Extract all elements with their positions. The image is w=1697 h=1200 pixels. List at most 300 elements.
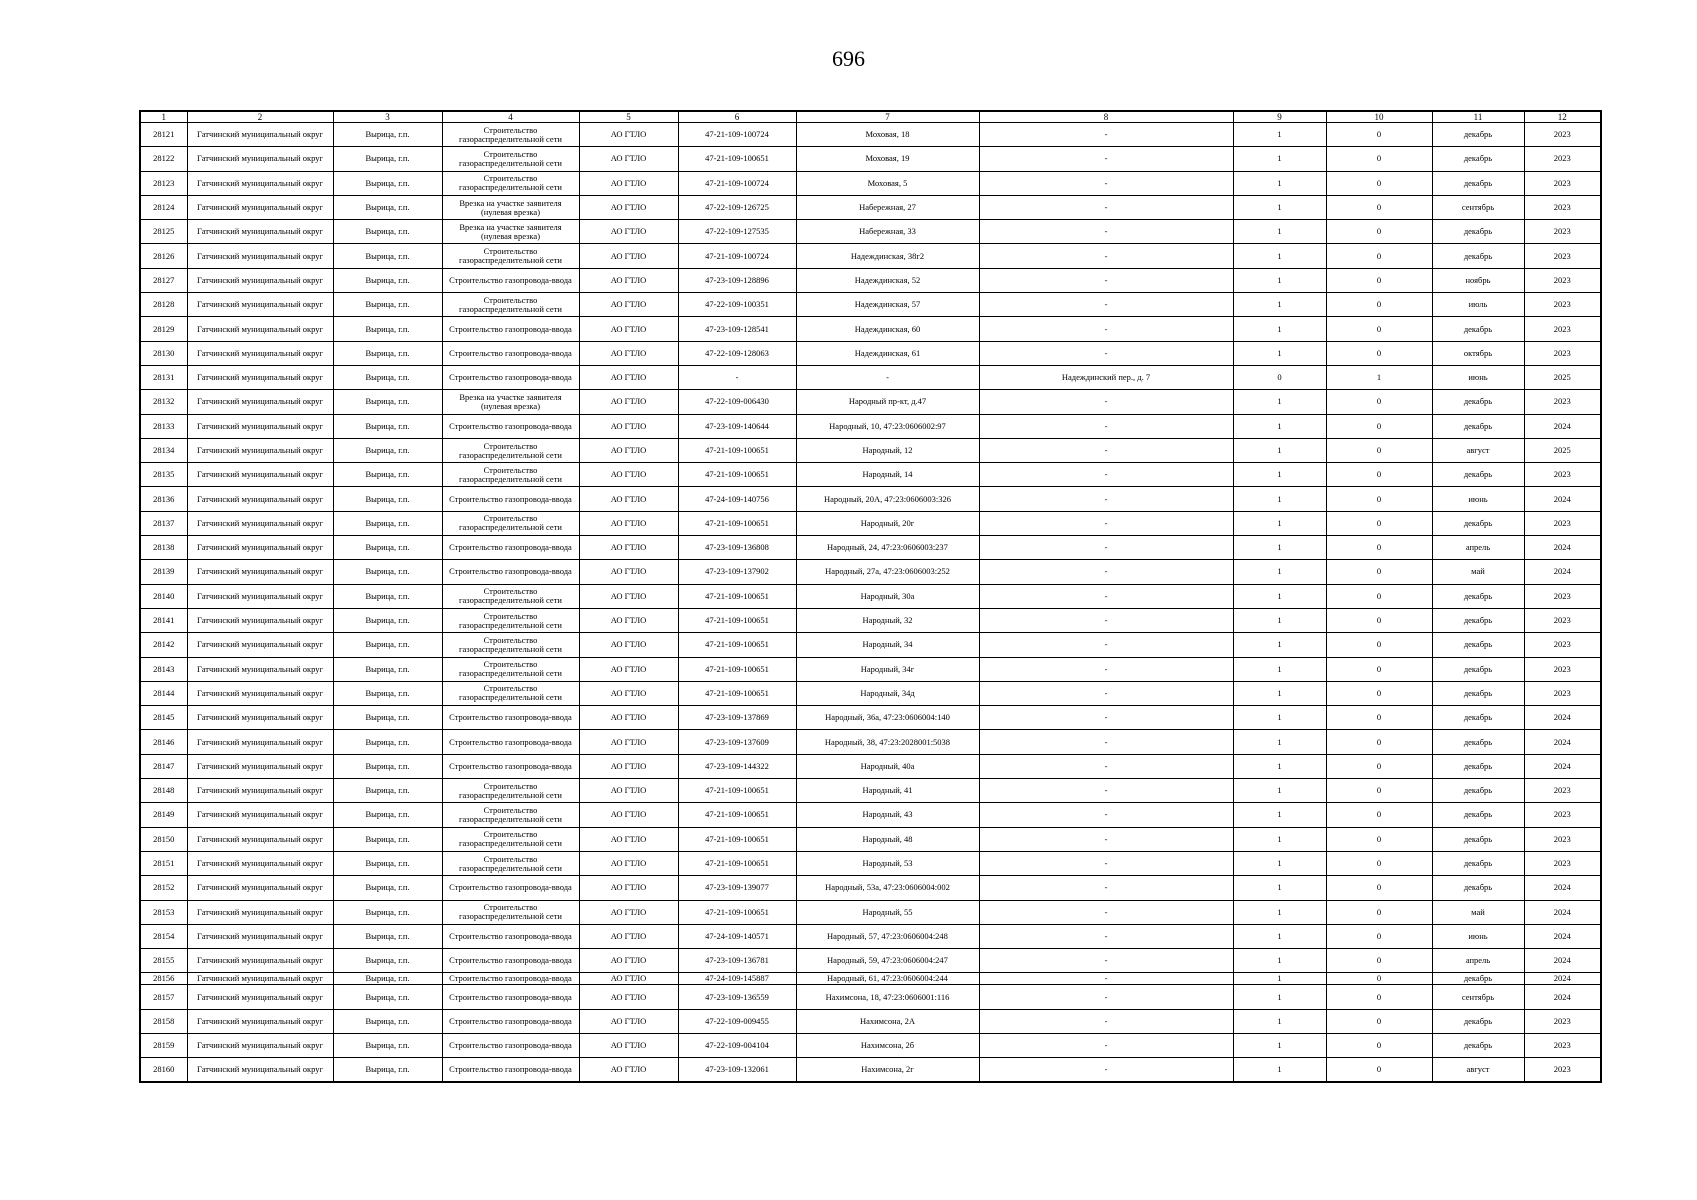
cell-month: декабрь — [1432, 390, 1524, 414]
cell-work-type: Строительство газопровода-ввода — [442, 487, 579, 511]
cell-organization: АО ГТЛО — [579, 317, 678, 341]
cell-year: 2024 — [1524, 924, 1601, 948]
cell-count-b: 0 — [1326, 949, 1432, 973]
cell-count-a: 1 — [1233, 754, 1326, 778]
table-row — [140, 949, 1601, 973]
cell-row-number: 28128 — [140, 293, 187, 317]
cell-month: декабрь — [1432, 681, 1524, 705]
cell-year: 2024 — [1524, 754, 1601, 778]
cell-alt-address: - — [979, 803, 1233, 827]
table-row — [140, 293, 1601, 317]
cell-count-b: 0 — [1326, 244, 1432, 268]
cell-tu-number: 47-21-109-100724 — [678, 123, 796, 147]
cell-row-number: 28122 — [140, 147, 187, 171]
cell-month: июль — [1432, 293, 1524, 317]
cell-address: Народный, 55 — [796, 900, 979, 924]
cell-row-number: 28130 — [140, 341, 187, 365]
table-row — [140, 536, 1601, 560]
cell-tu-number: 47-21-109-100651 — [678, 584, 796, 608]
cell-address: Народный, 57, 47:23:0606004:248 — [796, 924, 979, 948]
cell-row-number: 28143 — [140, 657, 187, 681]
cell-municipality: Гатчинский муниципальный округ — [187, 851, 333, 875]
cell-month: декабрь — [1432, 220, 1524, 244]
table-row — [140, 147, 1601, 171]
cell-organization: АО ГТЛО — [579, 1009, 678, 1033]
cell-year: 2023 — [1524, 268, 1601, 292]
cell-work-type: Строительство газопровода-ввода — [442, 924, 579, 948]
cell-organization: АО ГТЛО — [579, 147, 678, 171]
cell-tu-number: 47-21-109-100651 — [678, 463, 796, 487]
cell-settlement: Вырица, г.п. — [333, 293, 442, 317]
cell-address: Моховая, 5 — [796, 171, 979, 195]
cell-month: декабрь — [1432, 171, 1524, 195]
cell-work-type: Строительство газопровода-ввода — [442, 1009, 579, 1033]
cell-tu-number: 47-24-109-145887 — [678, 973, 796, 985]
table-row — [140, 1033, 1601, 1057]
cell-alt-address: - — [979, 608, 1233, 632]
table-row — [140, 779, 1601, 803]
cell-count-b: 0 — [1326, 633, 1432, 657]
cell-row-number: 28139 — [140, 560, 187, 584]
cell-work-type: Строительство газопровода-ввода — [442, 1033, 579, 1057]
cell-month: декабрь — [1432, 147, 1524, 171]
cell-tu-number: 47-22-109-004104 — [678, 1033, 796, 1057]
cell-year: 2023 — [1524, 293, 1601, 317]
data-table — [139, 110, 1602, 1083]
cell-alt-address: - — [979, 244, 1233, 268]
table-row — [140, 365, 1601, 389]
cell-municipality: Гатчинский муниципальный округ — [187, 876, 333, 900]
cell-tu-number: 47-21-109-100651 — [678, 681, 796, 705]
cell-count-a: 1 — [1233, 195, 1326, 219]
cell-month: декабрь — [1432, 317, 1524, 341]
cell-month: декабрь — [1432, 1009, 1524, 1033]
cell-settlement: Вырица, г.п. — [333, 147, 442, 171]
cell-tu-number: 47-23-109-136781 — [678, 949, 796, 973]
cell-count-a: 1 — [1233, 511, 1326, 535]
cell-row-number: 28124 — [140, 195, 187, 219]
cell-address: Народный, 20г — [796, 511, 979, 535]
cell-municipality: Гатчинский муниципальный округ — [187, 803, 333, 827]
cell-organization: АО ГТЛО — [579, 365, 678, 389]
cell-tu-number: 47-23-109-137609 — [678, 730, 796, 754]
cell-count-a: 1 — [1233, 268, 1326, 292]
cell-work-type: Строительство газораспределительной сети — [442, 244, 579, 268]
cell-year: 2023 — [1524, 1009, 1601, 1033]
cell-tu-number: 47-23-109-128541 — [678, 317, 796, 341]
column-header-10: 10 — [1326, 111, 1432, 123]
cell-month: декабрь — [1432, 1033, 1524, 1057]
cell-year: 2023 — [1524, 244, 1601, 268]
cell-year: 2023 — [1524, 171, 1601, 195]
cell-year: 2024 — [1524, 414, 1601, 438]
cell-tu-number: 47-23-109-144322 — [678, 754, 796, 778]
cell-count-a: 1 — [1233, 608, 1326, 632]
cell-month: декабрь — [1432, 973, 1524, 985]
cell-work-type: Строительство газораспределительной сети — [442, 147, 579, 171]
cell-count-b: 0 — [1326, 681, 1432, 705]
table-row — [140, 924, 1601, 948]
cell-address: Народный, 34д — [796, 681, 979, 705]
cell-alt-address: - — [979, 949, 1233, 973]
cell-year: 2023 — [1524, 608, 1601, 632]
cell-municipality: Гатчинский муниципальный округ — [187, 633, 333, 657]
cell-work-type: Строительство газопровода-ввода — [442, 876, 579, 900]
cell-tu-number: 47-22-109-128063 — [678, 341, 796, 365]
cell-tu-number: 47-23-109-136808 — [678, 536, 796, 560]
cell-tu-number: 47-21-109-100651 — [678, 827, 796, 851]
cell-municipality: Гатчинский муниципальный округ — [187, 438, 333, 462]
cell-settlement: Вырица, г.п. — [333, 681, 442, 705]
table-row — [140, 1009, 1601, 1033]
cell-address: Народный, 32 — [796, 608, 979, 632]
cell-row-number: 28125 — [140, 220, 187, 244]
cell-tu-number: 47-21-109-100651 — [678, 900, 796, 924]
cell-row-number: 28145 — [140, 706, 187, 730]
cell-row-number: 28127 — [140, 268, 187, 292]
cell-count-a: 0 — [1233, 365, 1326, 389]
cell-address: - — [796, 365, 979, 389]
cell-count-a: 1 — [1233, 341, 1326, 365]
cell-count-a: 1 — [1233, 560, 1326, 584]
cell-work-type: Врезка на участке заявителя (нулевая врезка) — [442, 220, 579, 244]
cell-count-a: 1 — [1233, 633, 1326, 657]
cell-count-b: 0 — [1326, 341, 1432, 365]
table-body — [140, 123, 1601, 1083]
cell-year: 2023 — [1524, 463, 1601, 487]
cell-month: декабрь — [1432, 633, 1524, 657]
table-row — [140, 220, 1601, 244]
cell-organization: АО ГТЛО — [579, 779, 678, 803]
cell-address: Надеждинская, 57 — [796, 293, 979, 317]
cell-address: Народный, 30а — [796, 584, 979, 608]
cell-year: 2023 — [1524, 195, 1601, 219]
cell-count-b: 0 — [1326, 900, 1432, 924]
cell-work-type: Строительство газопровода-ввода — [442, 730, 579, 754]
cell-municipality: Гатчинский муниципальный округ — [187, 195, 333, 219]
cell-count-b: 0 — [1326, 803, 1432, 827]
table-row — [140, 681, 1601, 705]
cell-alt-address: - — [979, 973, 1233, 985]
cell-address: Народный, 48 — [796, 827, 979, 851]
cell-alt-address: - — [979, 171, 1233, 195]
cell-settlement: Вырица, г.п. — [333, 973, 442, 985]
cell-tu-number: 47-21-109-100651 — [678, 511, 796, 535]
cell-row-number: 28132 — [140, 390, 187, 414]
cell-alt-address: - — [979, 985, 1233, 1009]
cell-alt-address: - — [979, 341, 1233, 365]
cell-settlement: Вырица, г.п. — [333, 754, 442, 778]
cell-address: Народный, 61, 47:23:0606004:244 — [796, 973, 979, 985]
cell-year: 2024 — [1524, 985, 1601, 1009]
cell-count-a: 1 — [1233, 779, 1326, 803]
page-number: 696 — [832, 46, 865, 71]
cell-tu-number: 47-23-109-132061 — [678, 1058, 796, 1082]
cell-count-b: 0 — [1326, 195, 1432, 219]
cell-municipality: Гатчинский муниципальный округ — [187, 123, 333, 147]
cell-organization: АО ГТЛО — [579, 584, 678, 608]
cell-work-type: Строительство газопровода-ввода — [442, 754, 579, 778]
cell-municipality: Гатчинский муниципальный округ — [187, 511, 333, 535]
cell-organization: АО ГТЛО — [579, 487, 678, 511]
cell-alt-address: - — [979, 511, 1233, 535]
cell-municipality: Гатчинский муниципальный округ — [187, 924, 333, 948]
cell-municipality: Гатчинский муниципальный округ — [187, 536, 333, 560]
cell-year: 2024 — [1524, 900, 1601, 924]
cell-address: Народный, 20А, 47:23:0606003:326 — [796, 487, 979, 511]
cell-settlement: Вырица, г.п. — [333, 1009, 442, 1033]
cell-settlement: Вырица, г.п. — [333, 390, 442, 414]
cell-settlement: Вырица, г.п. — [333, 536, 442, 560]
cell-tu-number: 47-21-109-100651 — [678, 438, 796, 462]
cell-row-number: 28146 — [140, 730, 187, 754]
table-row — [140, 390, 1601, 414]
table-row — [140, 608, 1601, 632]
cell-alt-address: - — [979, 463, 1233, 487]
table-row — [140, 268, 1601, 292]
cell-organization: АО ГТЛО — [579, 803, 678, 827]
cell-count-a: 1 — [1233, 584, 1326, 608]
cell-municipality: Гатчинский муниципальный округ — [187, 973, 333, 985]
cell-address: Набережная, 27 — [796, 195, 979, 219]
cell-municipality: Гатчинский муниципальный округ — [187, 949, 333, 973]
cell-address: Народный, 53 — [796, 851, 979, 875]
cell-address: Народный, 40а — [796, 754, 979, 778]
cell-organization: АО ГТЛО — [579, 608, 678, 632]
cell-count-b: 1 — [1326, 365, 1432, 389]
column-header-1: 1 — [140, 111, 187, 123]
cell-count-a: 1 — [1233, 681, 1326, 705]
cell-month: апрель — [1432, 536, 1524, 560]
cell-count-a: 1 — [1233, 876, 1326, 900]
cell-address: Народный, 34 — [796, 633, 979, 657]
cell-year: 2023 — [1524, 147, 1601, 171]
cell-month: август — [1432, 438, 1524, 462]
cell-organization: АО ГТЛО — [579, 244, 678, 268]
cell-tu-number: 47-23-109-128896 — [678, 268, 796, 292]
column-header-8: 8 — [979, 111, 1233, 123]
cell-municipality: Гатчинский муниципальный округ — [187, 487, 333, 511]
cell-count-b: 0 — [1326, 584, 1432, 608]
cell-month: сентябрь — [1432, 195, 1524, 219]
cell-year: 2024 — [1524, 973, 1601, 985]
table-row — [140, 633, 1601, 657]
cell-count-a: 1 — [1233, 171, 1326, 195]
cell-count-b: 0 — [1326, 985, 1432, 1009]
table-header — [140, 111, 1601, 123]
cell-count-a: 1 — [1233, 317, 1326, 341]
cell-count-b: 0 — [1326, 608, 1432, 632]
cell-count-b: 0 — [1326, 511, 1432, 535]
cell-alt-address: - — [979, 220, 1233, 244]
cell-tu-number: 47-21-109-100651 — [678, 633, 796, 657]
cell-count-b: 0 — [1326, 876, 1432, 900]
cell-municipality: Гатчинский муниципальный округ — [187, 1033, 333, 1057]
cell-address: Надеждинская, 61 — [796, 341, 979, 365]
column-header-11: 11 — [1432, 111, 1524, 123]
cell-row-number: 28150 — [140, 827, 187, 851]
cell-municipality: Гатчинский муниципальный округ — [187, 681, 333, 705]
cell-count-a: 1 — [1233, 973, 1326, 985]
cell-count-b: 0 — [1326, 220, 1432, 244]
cell-count-a: 1 — [1233, 985, 1326, 1009]
cell-organization: АО ГТЛО — [579, 754, 678, 778]
cell-count-a: 1 — [1233, 414, 1326, 438]
cell-count-a: 1 — [1233, 900, 1326, 924]
cell-address: Народный, 10, 47:23:0606002:97 — [796, 414, 979, 438]
cell-count-a: 1 — [1233, 536, 1326, 560]
cell-municipality: Гатчинский муниципальный округ — [187, 171, 333, 195]
cell-row-number: 28155 — [140, 949, 187, 973]
cell-work-type: Строительство газопровода-ввода — [442, 414, 579, 438]
cell-municipality: Гатчинский муниципальный округ — [187, 365, 333, 389]
cell-organization: АО ГТЛО — [579, 681, 678, 705]
cell-settlement: Вырица, г.п. — [333, 268, 442, 292]
table-row — [140, 973, 1601, 985]
cell-row-number: 28123 — [140, 171, 187, 195]
cell-settlement: Вырица, г.п. — [333, 123, 442, 147]
cell-row-number: 28142 — [140, 633, 187, 657]
cell-settlement: Вырица, г.п. — [333, 633, 442, 657]
cell-organization: АО ГТЛО — [579, 730, 678, 754]
cell-alt-address: - — [979, 876, 1233, 900]
cell-municipality: Гатчинский муниципальный округ — [187, 1058, 333, 1082]
cell-alt-address: - — [979, 487, 1233, 511]
cell-month: октябрь — [1432, 341, 1524, 365]
cell-month: декабрь — [1432, 463, 1524, 487]
cell-address: Нахимсона, 2б — [796, 1033, 979, 1057]
cell-alt-address: - — [979, 536, 1233, 560]
cell-count-b: 0 — [1326, 706, 1432, 730]
cell-settlement: Вырица, г.п. — [333, 706, 442, 730]
cell-work-type: Строительство газораспределительной сети — [442, 827, 579, 851]
cell-municipality: Гатчинский муниципальный округ — [187, 706, 333, 730]
cell-row-number: 28147 — [140, 754, 187, 778]
cell-municipality: Гатчинский муниципальный округ — [187, 268, 333, 292]
cell-count-a: 1 — [1233, 1033, 1326, 1057]
cell-work-type: Строительство газопровода-ввода — [442, 268, 579, 292]
cell-address: Народный пр-кт, д.47 — [796, 390, 979, 414]
cell-month: декабрь — [1432, 706, 1524, 730]
cell-work-type: Строительство газопровода-ввода — [442, 536, 579, 560]
cell-organization: АО ГТЛО — [579, 827, 678, 851]
cell-month: декабрь — [1432, 608, 1524, 632]
cell-count-a: 1 — [1233, 147, 1326, 171]
cell-municipality: Гатчинский муниципальный округ — [187, 608, 333, 632]
cell-tu-number: - — [678, 365, 796, 389]
cell-address: Народный, 43 — [796, 803, 979, 827]
table-row — [140, 1058, 1601, 1082]
cell-tu-number: 47-23-109-140644 — [678, 414, 796, 438]
cell-settlement: Вырица, г.п. — [333, 317, 442, 341]
cell-municipality: Гатчинский муниципальный округ — [187, 390, 333, 414]
cell-row-number: 28126 — [140, 244, 187, 268]
cell-count-b: 0 — [1326, 414, 1432, 438]
cell-tu-number: 47-21-109-100651 — [678, 779, 796, 803]
table-row — [140, 876, 1601, 900]
cell-month: декабрь — [1432, 584, 1524, 608]
cell-work-type: Врезка на участке заявителя (нулевая врезка) — [442, 390, 579, 414]
cell-count-a: 1 — [1233, 123, 1326, 147]
cell-row-number: 28156 — [140, 973, 187, 985]
cell-organization: АО ГТЛО — [579, 1058, 678, 1082]
table-row — [140, 123, 1601, 147]
cell-count-b: 0 — [1326, 390, 1432, 414]
cell-count-a: 1 — [1233, 463, 1326, 487]
cell-address: Народный, 59, 47:23:0606004:247 — [796, 949, 979, 973]
cell-municipality: Гатчинский муниципальный округ — [187, 147, 333, 171]
cell-address: Моховая, 18 — [796, 123, 979, 147]
cell-settlement: Вырица, г.п. — [333, 985, 442, 1009]
cell-tu-number: 47-21-109-100651 — [678, 147, 796, 171]
cell-settlement: Вырица, г.п. — [333, 876, 442, 900]
cell-row-number: 28133 — [140, 414, 187, 438]
cell-month: декабрь — [1432, 851, 1524, 875]
cell-settlement: Вырица, г.п. — [333, 220, 442, 244]
cell-count-b: 0 — [1326, 487, 1432, 511]
cell-month: декабрь — [1432, 876, 1524, 900]
cell-address: Моховая, 19 — [796, 147, 979, 171]
cell-year: 2023 — [1524, 633, 1601, 657]
cell-count-b: 0 — [1326, 851, 1432, 875]
cell-settlement: Вырица, г.п. — [333, 779, 442, 803]
cell-address: Народный, 24, 47:23:0606003:237 — [796, 536, 979, 560]
cell-organization: АО ГТЛО — [579, 560, 678, 584]
cell-tu-number: 47-22-109-126725 — [678, 195, 796, 219]
cell-month: июнь — [1432, 487, 1524, 511]
cell-count-b: 0 — [1326, 1058, 1432, 1082]
cell-organization: АО ГТЛО — [579, 706, 678, 730]
cell-municipality: Гатчинский муниципальный округ — [187, 900, 333, 924]
cell-settlement: Вырица, г.п. — [333, 657, 442, 681]
cell-count-a: 1 — [1233, 220, 1326, 244]
table-row — [140, 341, 1601, 365]
table-row — [140, 511, 1601, 535]
cell-month: декабрь — [1432, 803, 1524, 827]
cell-tu-number: 47-21-109-100724 — [678, 244, 796, 268]
cell-tu-number: 47-21-109-100651 — [678, 851, 796, 875]
cell-address: Надеждинская, 52 — [796, 268, 979, 292]
cell-settlement: Вырица, г.п. — [333, 1058, 442, 1082]
cell-work-type: Строительство газопровода-ввода — [442, 341, 579, 365]
cell-address: Народный, 34г — [796, 657, 979, 681]
cell-settlement: Вырица, г.п. — [333, 511, 442, 535]
cell-year: 2023 — [1524, 341, 1601, 365]
cell-settlement: Вырица, г.п. — [333, 730, 442, 754]
table-row — [140, 195, 1601, 219]
cell-row-number: 28135 — [140, 463, 187, 487]
cell-alt-address: - — [979, 633, 1233, 657]
column-header-4: 4 — [442, 111, 579, 123]
cell-work-type: Строительство газораспределительной сети — [442, 803, 579, 827]
cell-alt-address: - — [979, 1009, 1233, 1033]
cell-organization: АО ГТЛО — [579, 985, 678, 1009]
cell-address: Надеждинская, 60 — [796, 317, 979, 341]
cell-year: 2023 — [1524, 803, 1601, 827]
cell-settlement: Вырица, г.п. — [333, 827, 442, 851]
cell-alt-address: - — [979, 390, 1233, 414]
cell-year: 2023 — [1524, 511, 1601, 535]
cell-organization: АО ГТЛО — [579, 511, 678, 535]
cell-organization: АО ГТЛО — [579, 973, 678, 985]
cell-count-b: 0 — [1326, 317, 1432, 341]
cell-year: 2023 — [1524, 390, 1601, 414]
cell-count-b: 0 — [1326, 560, 1432, 584]
cell-month: август — [1432, 1058, 1524, 1082]
table-row — [140, 706, 1601, 730]
cell-work-type: Строительство газораспределительной сети — [442, 608, 579, 632]
cell-count-a: 1 — [1233, 1058, 1326, 1082]
